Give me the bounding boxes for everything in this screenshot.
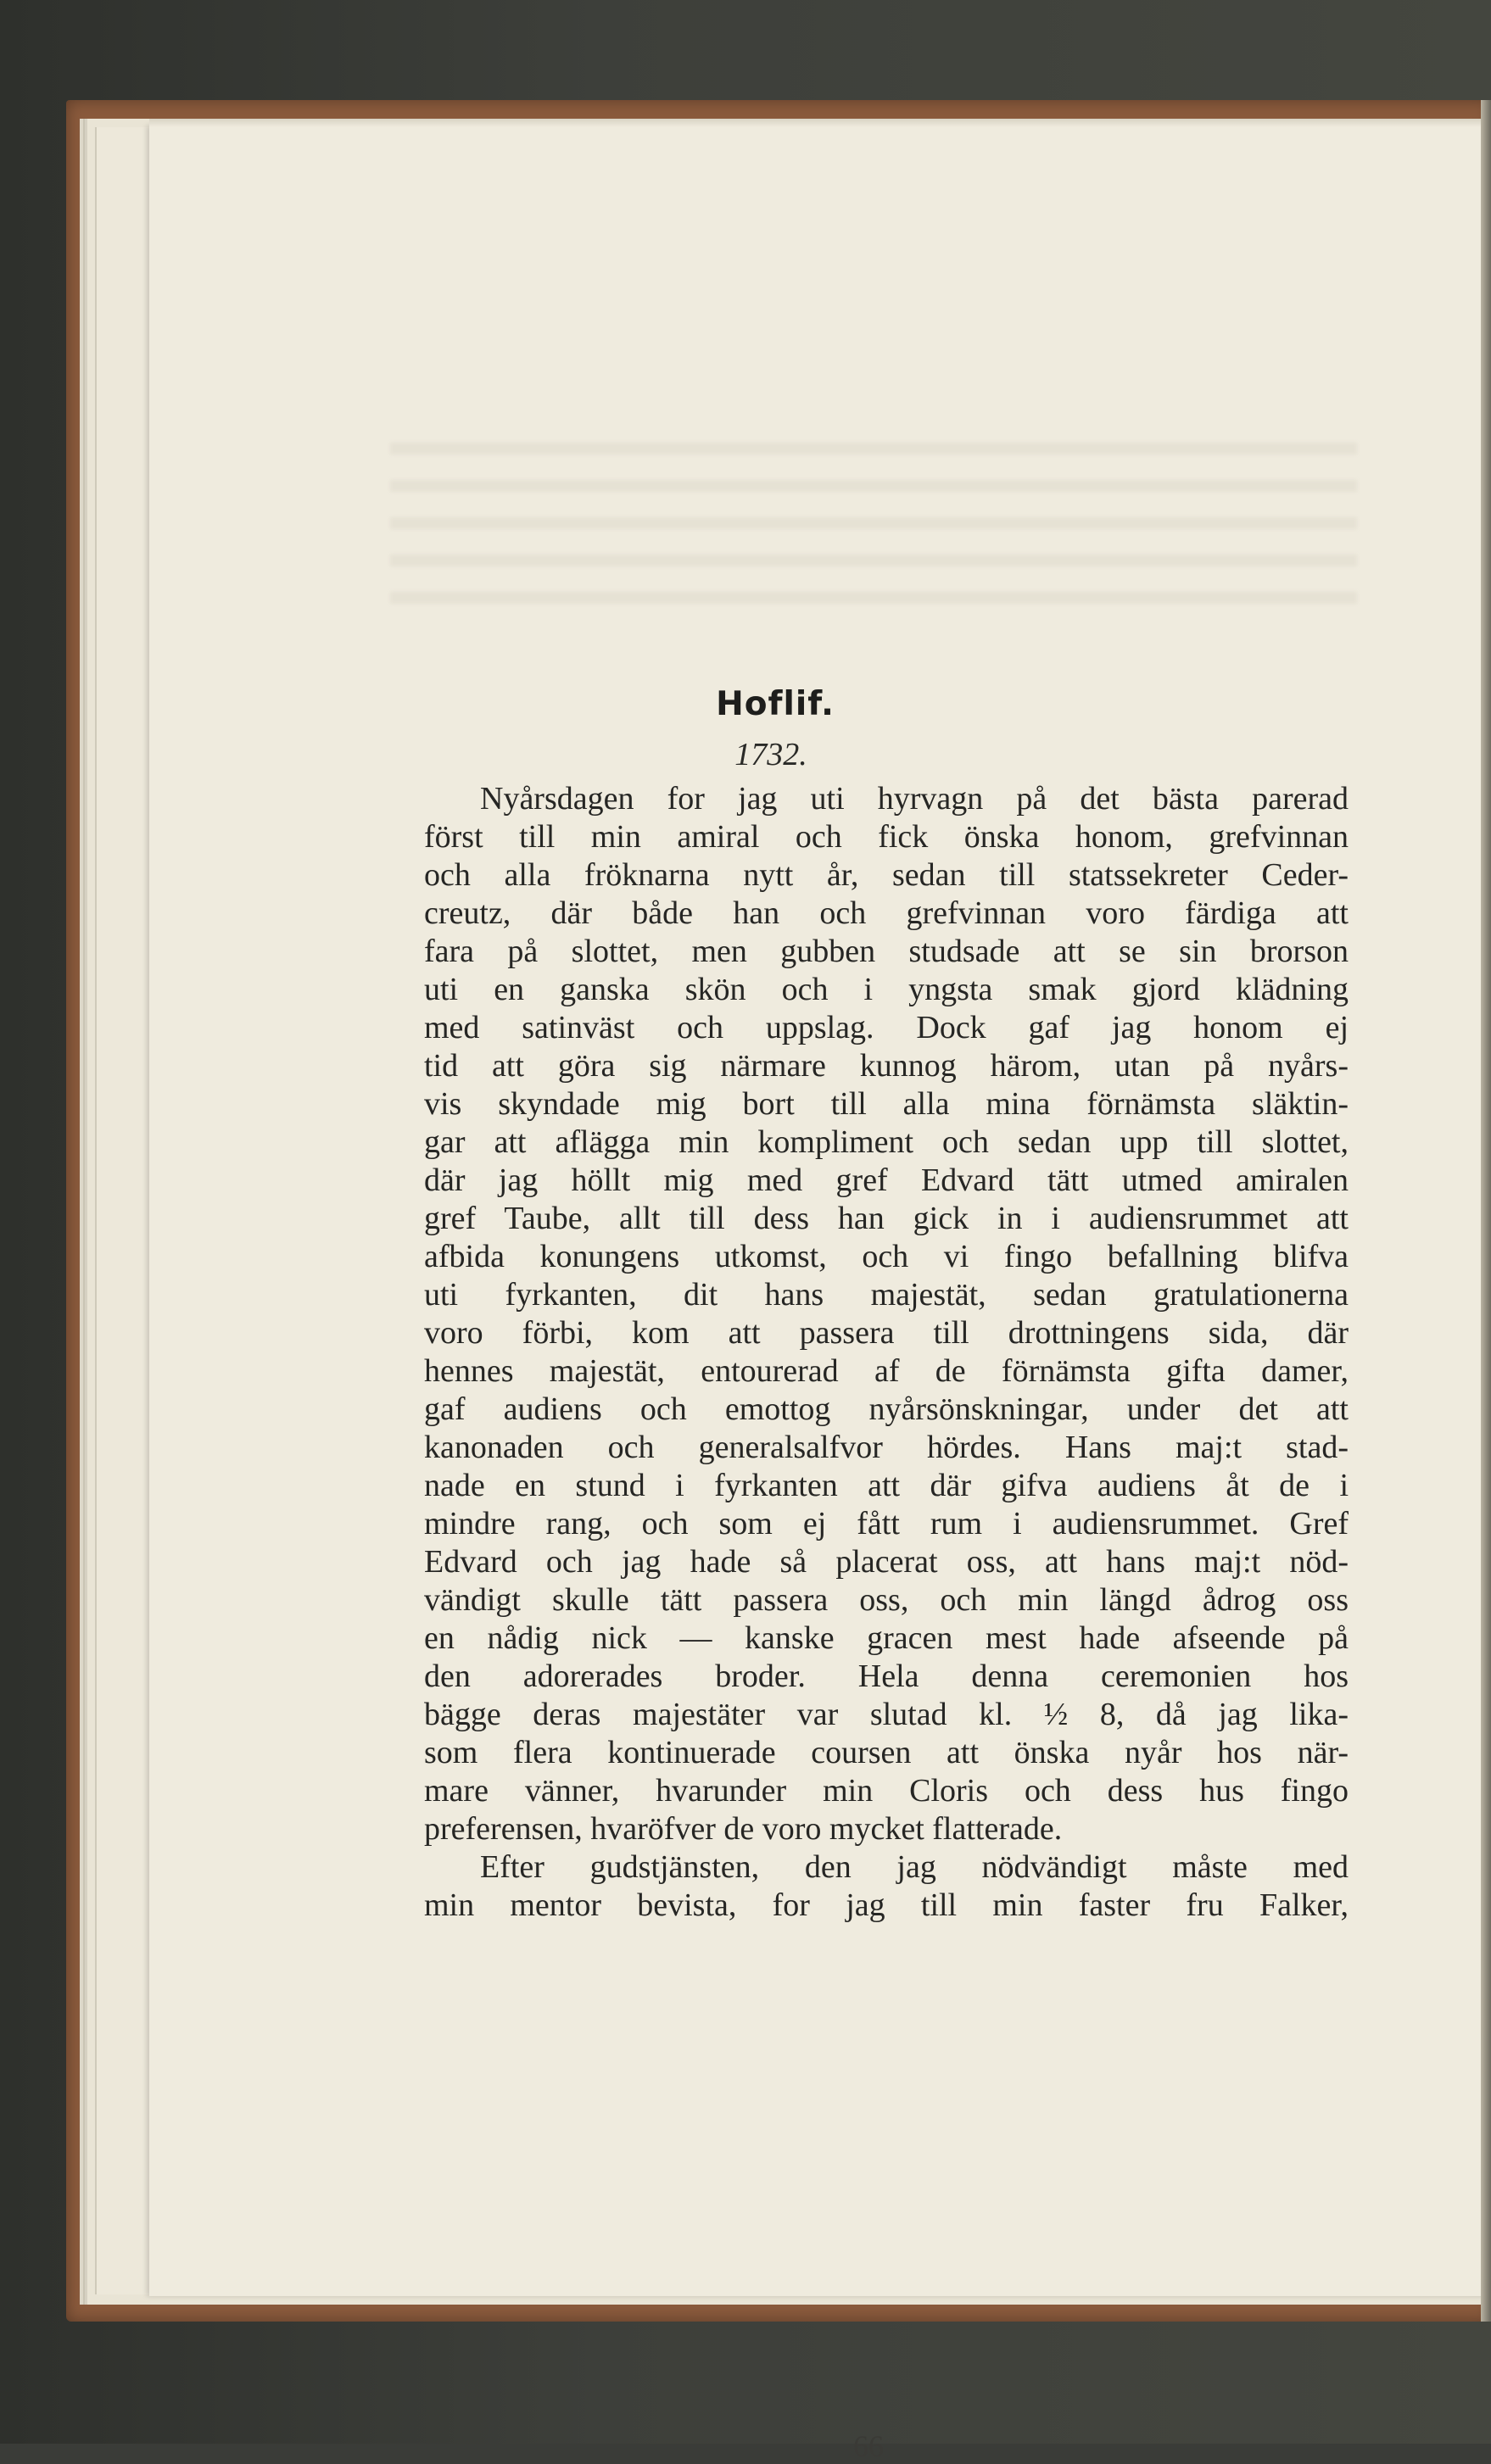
binding-edge bbox=[1481, 100, 1491, 2322]
chapter-year: 1732. bbox=[734, 737, 807, 772]
text-line: gar att aflägga min kompliment och sedan upp till slottet, bbox=[424, 1124, 1349, 1160]
text-line: med satinväst och uppslag. Dock gaf jag honom ej bbox=[424, 1010, 1349, 1045]
text-line: Edvard och jag hade så placerat oss, att hans maj:t nöd- bbox=[424, 1544, 1349, 1580]
body-text bbox=[424, 780, 1349, 1925]
text-line: vändigt skulle tätt passera oss, och min längd ådrog oss bbox=[424, 1582, 1349, 1618]
text-line: en nådig nick — kanske gracen mest hade afseende på bbox=[424, 1620, 1349, 1656]
text-line: den adorerades broder. Hela denna ceremonien hos bbox=[424, 1658, 1349, 1694]
text-line: där jag höllt mig med gref Edvard tätt utmed amiralen bbox=[424, 1162, 1349, 1198]
text-line: mare vänner, hvarunder min Cloris och dess hus fingo bbox=[424, 1773, 1349, 1809]
text-line: vis skyndade mig bort till alla mina förnämsta släktin- bbox=[424, 1086, 1349, 1122]
text-line: kanonaden och generalsalfvor hördes. Hans maj:t stad- bbox=[424, 1430, 1349, 1465]
text-line: först till min amiral och fick önska honom, grefvinnan bbox=[424, 819, 1349, 855]
text-line: Nyårsdagen for jag uti hyrvagn på det bästa parerad bbox=[480, 781, 1349, 817]
page-number: 66 bbox=[853, 2429, 884, 2463]
text-line: gref Taube, allt till dess han gick in i audiensrummet att bbox=[424, 1201, 1349, 1236]
text-line: afbida konungens utkomst, och vi fingo befallning blifva bbox=[424, 1239, 1349, 1274]
text-line: som flera kontinuerade coursen att önska nyår hos när- bbox=[424, 1735, 1349, 1770]
text-line: min mentor bevista, for jag till min faster fru Falker, bbox=[424, 1887, 1349, 1923]
text-line: och alla fröknarna nytt år, sedan till statssekreter Ceder- bbox=[424, 857, 1349, 893]
text-line: Efter gudstjänsten, den jag nödvändigt måste med bbox=[480, 1849, 1349, 1885]
text-line: tid att göra sig närmare kunnog härom, utan på nyårs- bbox=[424, 1048, 1349, 1084]
text-line: uti en ganska skön och i yngsta smak gjord klädning bbox=[424, 972, 1349, 1007]
text-line: fara på slottet, men gubben studsade att se sin brorson bbox=[424, 934, 1349, 969]
chapter-title: Hoflif. bbox=[716, 685, 835, 723]
text-line: voro förbi, kom att passera till drottningens sida, där bbox=[424, 1315, 1349, 1351]
text-line: nade en stund i fyrkanten att där gifva audiens åt de i bbox=[424, 1468, 1349, 1503]
text-line: uti fyrkanten, dit hans majestät, sedan gratulationerna bbox=[424, 1277, 1349, 1313]
text-line: hennes majestät, entourerad af de förnämsta gifta damer, bbox=[424, 1353, 1349, 1389]
text-line: preferensen, hvaröfver de voro mycket flatterade. bbox=[424, 1811, 1063, 1847]
text-line: creutz, där både han och grefvinnan voro färdiga att bbox=[424, 895, 1349, 931]
text-line: gaf audiens och emottog nyårsönskningar, under det att bbox=[424, 1391, 1349, 1427]
text-line: mindre rang, och som ej fått rum i audiensrummet. Gref bbox=[424, 1506, 1349, 1541]
text-line: bägge deras majestäter var slutad kl. ½ 8, då jag lika- bbox=[424, 1697, 1349, 1732]
show-through-text bbox=[390, 424, 1357, 627]
page-top-edge bbox=[149, 119, 1491, 127]
